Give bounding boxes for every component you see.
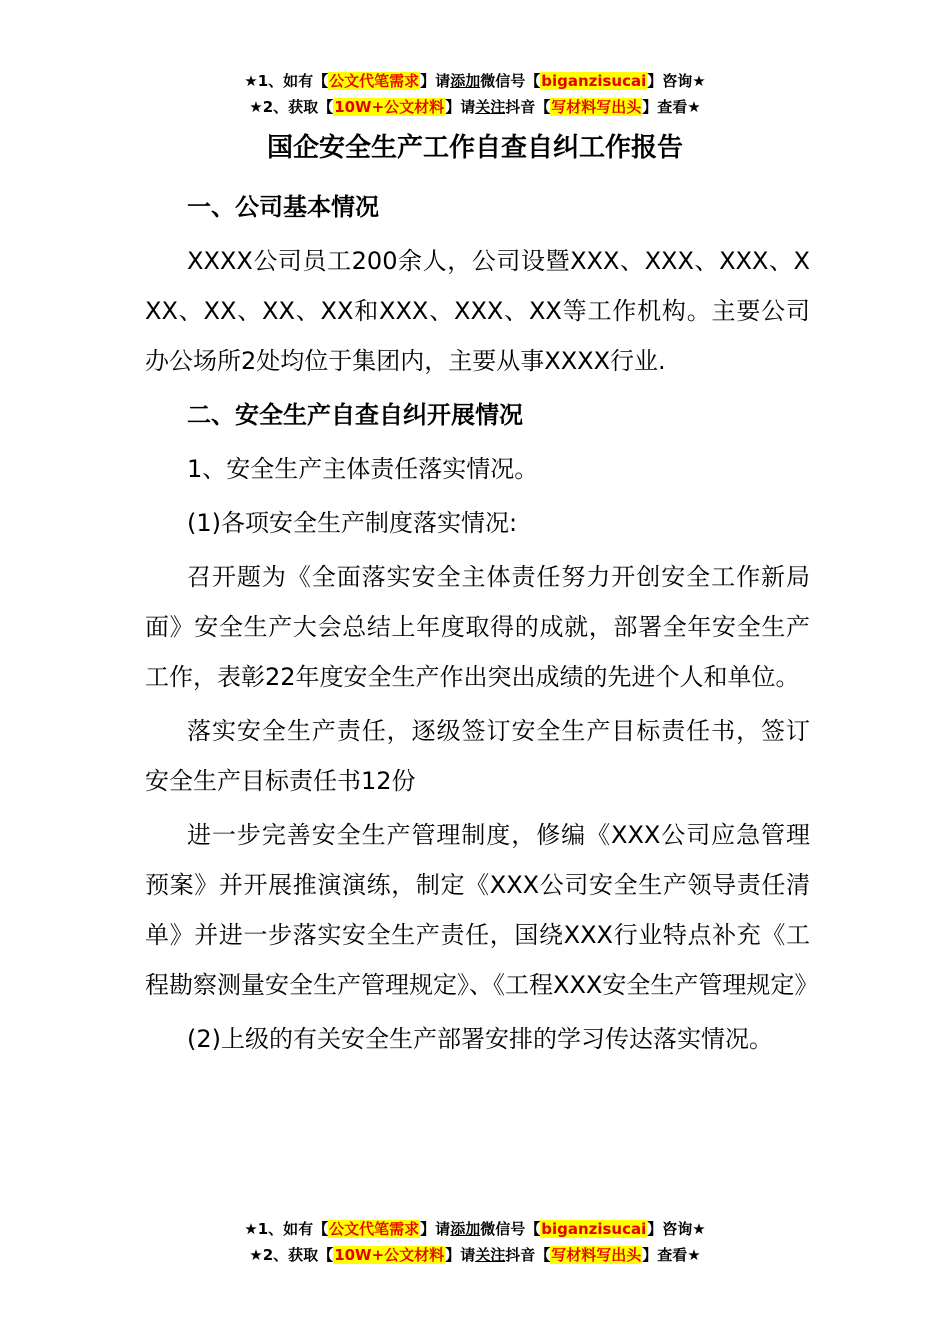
body-paragraph: 进一步完善安全生产管理制度，修编《XXX公司应急管理预案》并开展推演演练，制定《XXX公司安全生产领导责任清单》并进一步落实安全生产责任，国绕XXX行业特点补充《工程勘察测量安全生产管理规定》、《工程XXX安全生产管理规定》 bbox=[145, 821, 819, 999]
promo-text: 】请 bbox=[445, 1246, 476, 1264]
promo-highlight: 公文代笔需求 bbox=[329, 72, 420, 90]
promo-line-1 bbox=[0, 1216, 950, 1242]
promo-text: 微信号【 bbox=[480, 72, 541, 90]
section-heading: 二、安全生产自查自纠开展情况 bbox=[187, 401, 523, 429]
document-title: 国企安全生产工作自查自纠工作报告 bbox=[266, 133, 683, 163]
promo-line-2 bbox=[0, 94, 950, 120]
promo-underline: 关注 bbox=[475, 98, 506, 116]
promo-text: ★2、获取【 bbox=[249, 98, 334, 116]
section-heading: 一、公司基本情况 bbox=[187, 193, 379, 221]
promo-text: 】请 bbox=[445, 98, 476, 116]
body-paragraph: (1)各项安全生产制度落实情况: bbox=[187, 509, 518, 537]
promo-text: 】请 bbox=[420, 1220, 451, 1238]
promo-highlight: biganzisucai bbox=[541, 1220, 647, 1238]
promo-text: 】查看★ bbox=[642, 1246, 701, 1264]
promo-banner-bottom bbox=[0, 1216, 950, 1268]
promo-highlight: 写材料写出头 bbox=[551, 1246, 642, 1264]
body-paragraph: (2)上级的有关安全生产部署安排的学习传达落实情况。 bbox=[187, 1025, 773, 1053]
promo-banner-top bbox=[0, 68, 950, 120]
promo-line-2 bbox=[0, 1242, 950, 1268]
promo-text: 抖音【 bbox=[505, 98, 551, 116]
promo-line-1 bbox=[0, 68, 950, 94]
body-paragraph: 落实安全生产责任，逐级签订安全生产目标责任书，签订安全生产目标责任书12份 bbox=[145, 717, 810, 795]
promo-text: 抖音【 bbox=[505, 1246, 551, 1264]
promo-highlight: 10W+公文材料 bbox=[334, 98, 445, 116]
promo-text: 微信号【 bbox=[480, 1220, 541, 1238]
body-paragraph: 召开题为《全面落实安全主体责任努力开创安全工作新局面》安全生产大会总结上年度取得的成就，部署全年安全生产工作，表彰22年度安全生产作出突出成绩的先进个人和单位。 bbox=[145, 563, 810, 691]
promo-text: ★2、获取【 bbox=[249, 1246, 334, 1264]
promo-text: 】咨询★ bbox=[647, 1220, 706, 1238]
promo-highlight: biganzisucai bbox=[541, 72, 647, 90]
promo-underline: 关注 bbox=[475, 1246, 506, 1264]
promo-text: 】请 bbox=[420, 72, 451, 90]
body-paragraph: 1、安全生产主体责任落实情况。 bbox=[187, 455, 539, 483]
promo-underline: 添加 bbox=[450, 72, 481, 90]
promo-text: ★1、如有【 bbox=[244, 72, 329, 90]
promo-highlight: 公文代笔需求 bbox=[329, 1220, 420, 1238]
promo-highlight: 写材料写出头 bbox=[551, 98, 642, 116]
promo-text: ★1、如有【 bbox=[244, 1220, 329, 1238]
promo-text: 】查看★ bbox=[642, 98, 701, 116]
promo-highlight: 10W+公文材料 bbox=[334, 1246, 445, 1264]
document-body bbox=[145, 180, 819, 1068]
promo-text: 】咨询★ bbox=[647, 72, 706, 90]
body-paragraph: XXXX公司员工200余人，公司设暨XXX、XXX、XXX、XXX、XX、XX、XX和XXX、XXX、XX等工作机构。主要公司办公场所2处均位于集团内，主要从事XXXX行业. bbox=[145, 247, 810, 375]
promo-underline: 添加 bbox=[450, 1220, 481, 1238]
